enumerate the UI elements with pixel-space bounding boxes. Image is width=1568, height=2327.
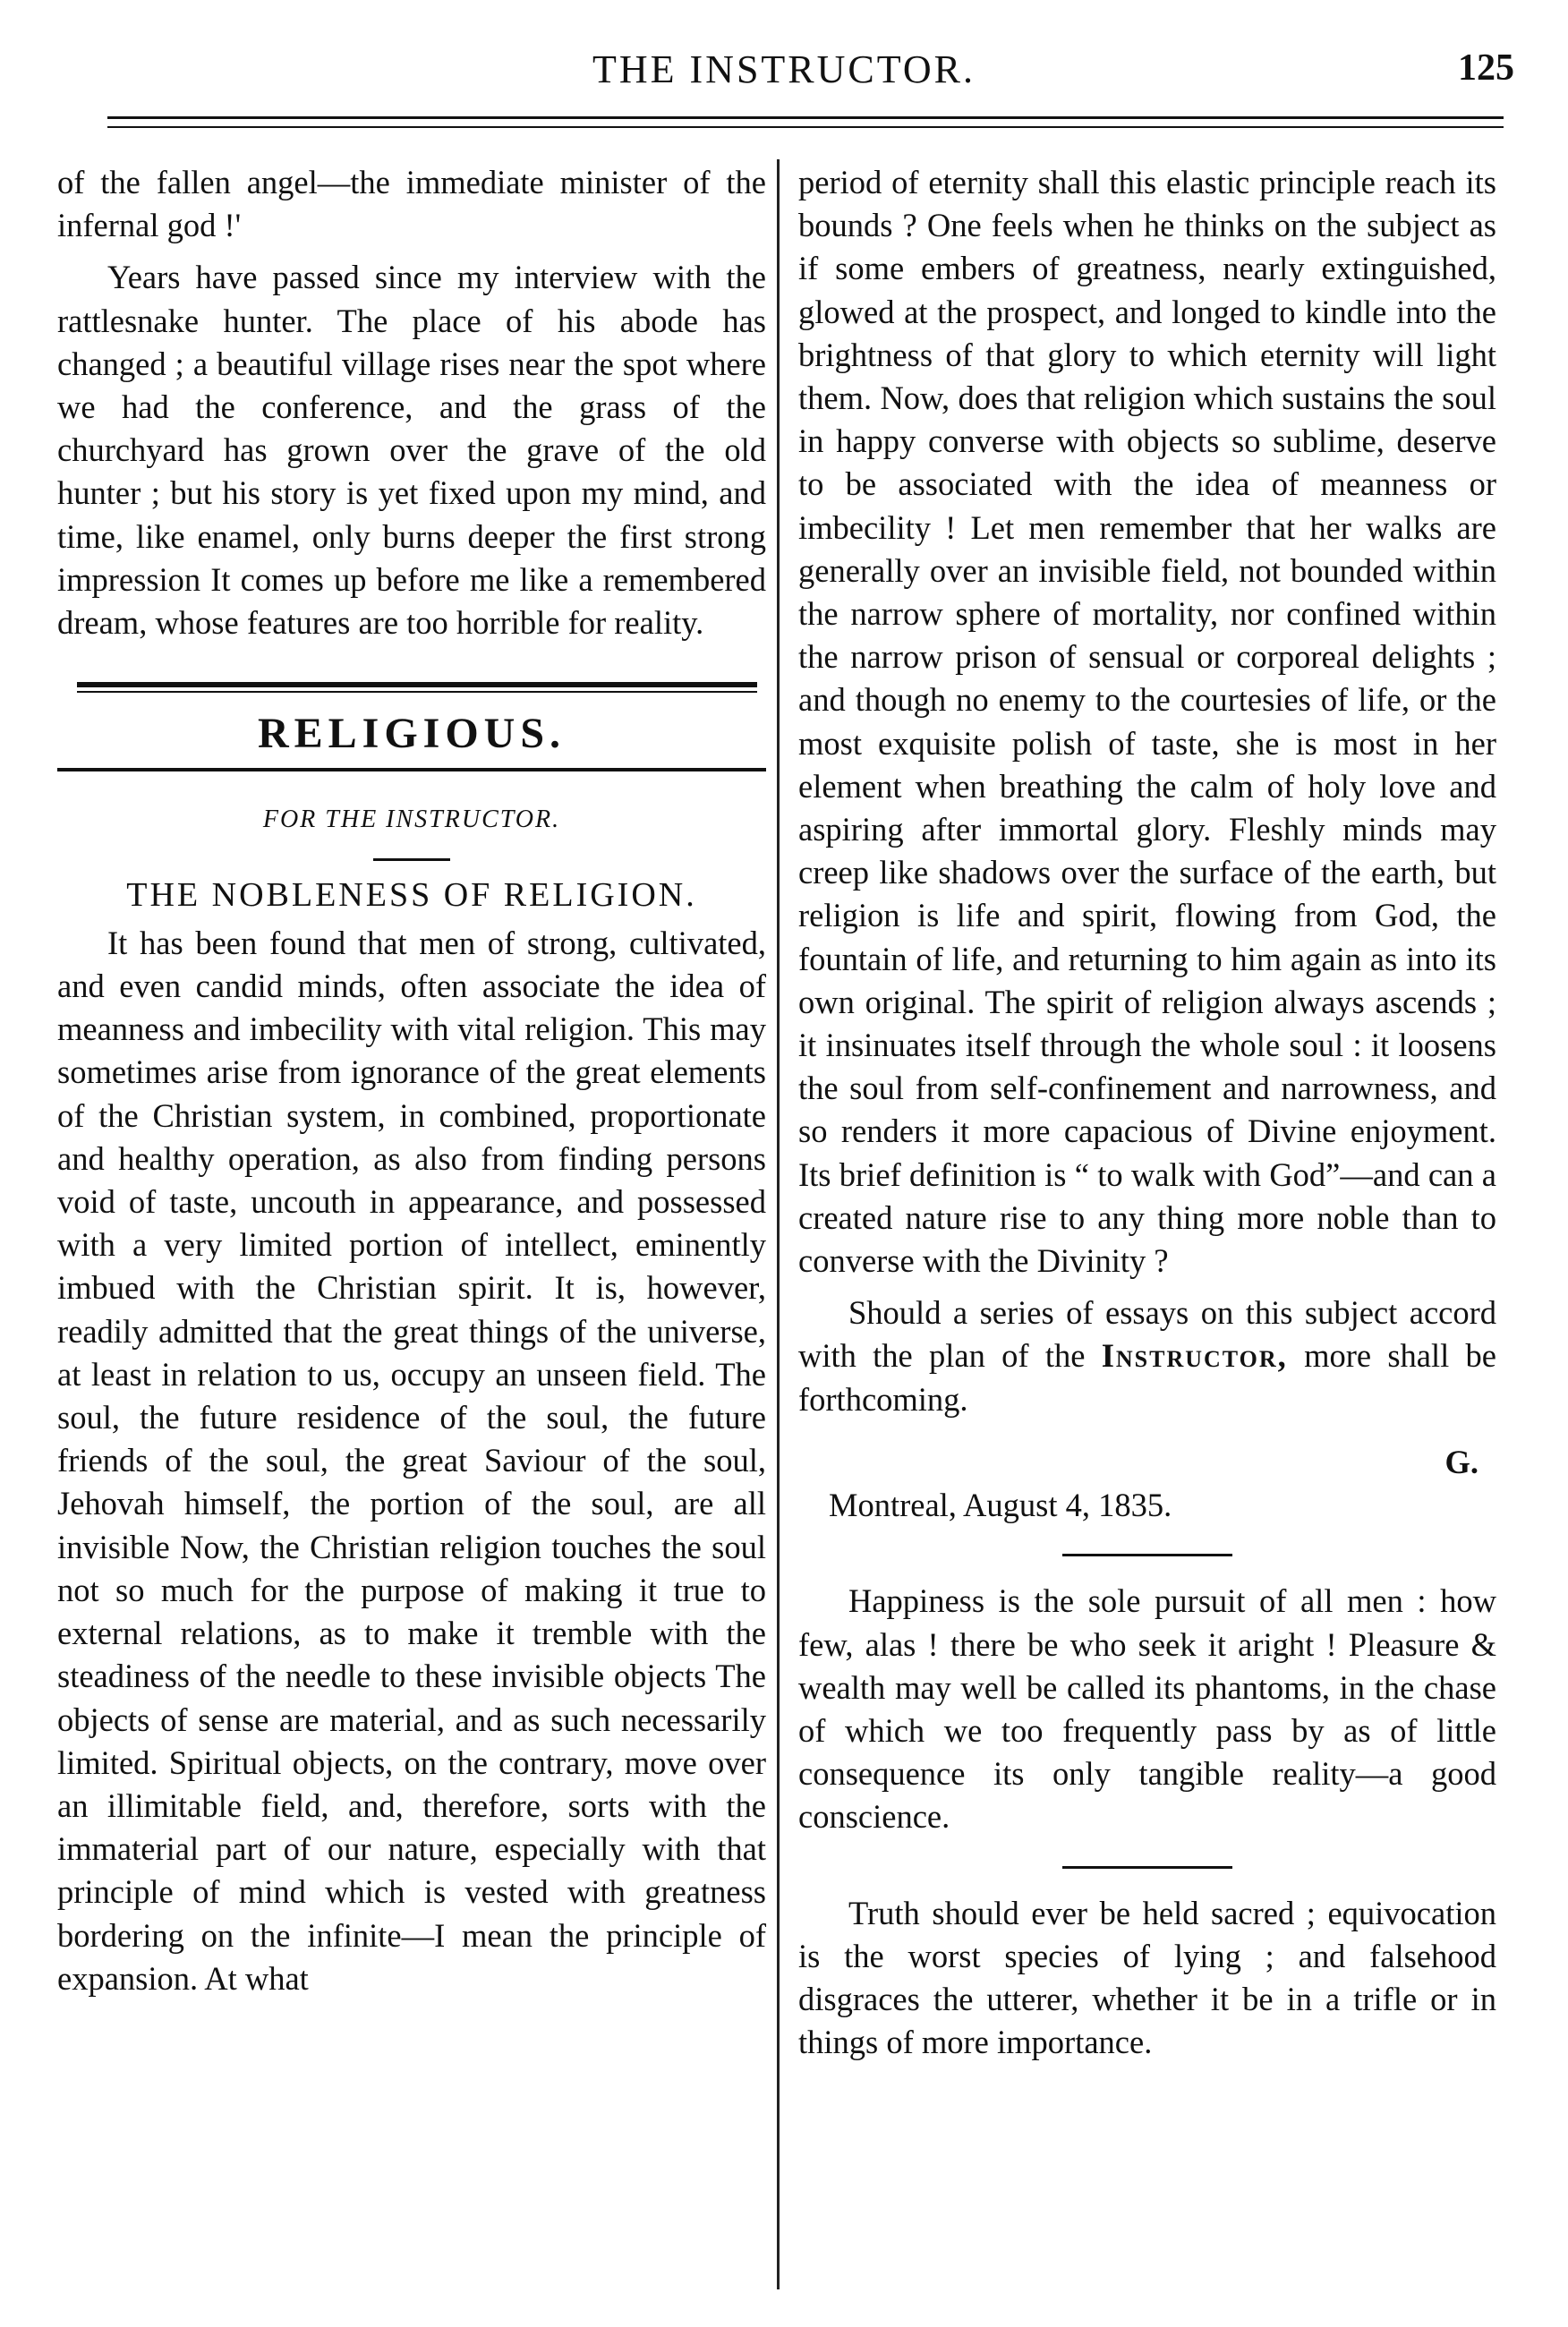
byline: FOR THE INSTRUCTOR. (262, 806, 561, 834)
header-rule (107, 116, 1504, 128)
page-number: 125 (1458, 47, 1514, 89)
continuation-paragraph: of the fallen angel—the immediate minister of the infernal god !' (57, 164, 766, 244)
left-column (57, 161, 766, 2000)
happiness-paragraph: Happiness is the sole pursuit of all men : how few, alas ! there be who seek it aright ! Pleasure & wealth may well be called its phantoms, in the chase of which we too frequently pass by as of little consequence its only tangible reality—a good conscience. (798, 1582, 1496, 1836)
heading-rule (57, 768, 766, 771)
running-head (54, 47, 1514, 100)
hunter-paragraph: Years have passed since my interview with the rattlesnake hunter. The place of his abode has changed ; a beautiful village rises near the spot where we had the conference, and the grass of the churchyard has grown over the grave of the old hunter ; but his story is yet fixed upon my mind, and time, like enamel, only burns deeper the first strong impression It comes up before me like a remembered dream, whose features are too horrible for reality. (57, 259, 766, 642)
article-title: THE NOBLENESS OF RELIGION. (126, 875, 697, 914)
series-paragraph (798, 1291, 1496, 1421)
signature: G. (1444, 1443, 1479, 1480)
section-heading: RELIGIOUS. (257, 710, 567, 758)
section-divider (77, 682, 757, 693)
publication-name: Instructor, (1101, 1337, 1288, 1375)
separator-rule (1062, 1866, 1232, 1869)
series-text: Should a series of essays on this subject accord with the plan of the (798, 1294, 1496, 1375)
article-paragraph: It has been found that men of strong, cultivated, and even candid minds, often associate the idea of meanness and imbecility with vital religion. This may sometimes arise from ignorance of the great elements of the Christian system, in combined, proportionate and healthy operation, as also from finding persons void of taste, uncouth in appearance, and possessed with a very limited portion of intellect, eminently imbued with the Christian spirit. It is, however, readily admitted that the great things of the universe, at least in relation to us, occupy an unseen field. The soul, the future residence of the soul, the future friends of the soul, the great Saviour of the soul, Jehovah himself, the portion of the soul, are all invisible Now, the Christian religion touches the soul not so much for the purpose of making it true to external relations, as to make it tremble with the steadiness of the needle to these invisible objects The objects of sense are material, and as such necessarily limited. Spiritual objects, on the contrary, move over an illimitable field, and, therefore, sorts with the immaterial part of our nature, especially with that principle of mind which is vested with greatness bordering on the infinite—I mean the principle of expansion. At what (57, 924, 766, 1997)
place-date: Montreal, August 4, 1835. (829, 1487, 1172, 1524)
running-title: THE INSTRUCTOR. (592, 47, 976, 91)
series-text-end: more shall be forthcoming. (798, 1337, 1497, 1418)
byline-rule (373, 858, 450, 861)
separator-rule (1062, 1554, 1232, 1556)
right-column (798, 161, 1496, 2064)
article-paragraph-continued: period of eternity shall this elastic principle reach its bounds ? One feels when he thinks on the subject as if some embers of greatness, nearly extinguished, glowed at the prospect, and longed to kindle into the brightness of that glory to which eternity will light them. Now, does that religion which sustains the soul in happy converse with objects so sublime, deserve to be associated with the idea of meanness or imbecility ! Let men remember that her walks are generally over an invisible field, not bounded within the narrow sphere of mortality, nor confined within the narrow prison of sensual or corporeal delights ; and though no enemy to the courtesies of life, or the most exquisite polish of taste, she is most in her element when breathing the calm of holy love and aspiring after immortal glory. Fleshly minds may creep like shadows over the surface of the earth, but religion is life and spirit, flowing from God, the fountain of life, and returning to him again as into its own original. The spirit of religion always ascends ; it insinuates itself through the whole soul : it loosens the soul from self-confinement and narrowness, and so renders it more capacious of Divine enjoyment. Its brief definition is “ to walk with God”—and can a created nature rise to any thing more noble than to converse with the Divinity ? (798, 164, 1496, 1280)
truth-paragraph: Truth should ever be held sacred ; equivocation is the worst species of lying ; and falsehood disgraces the utterer, whether it be in a trifle or in things of more importance. (798, 1894, 1496, 2061)
column-divider (777, 159, 780, 2289)
